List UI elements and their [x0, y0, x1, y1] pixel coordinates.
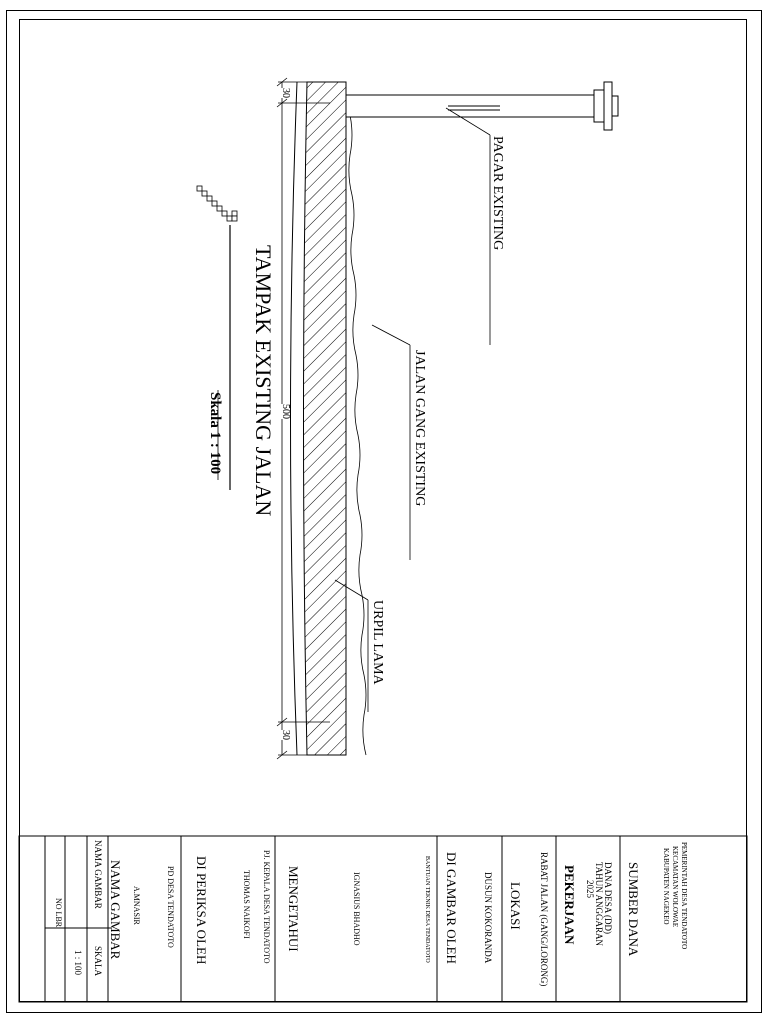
drawing-title: TAMPAK EXISTING JALAN: [251, 245, 276, 517]
funding-line-3: 2025: [585, 880, 595, 898]
dim-bottom-value: 30: [280, 730, 291, 740]
scale-value: 1 : 100: [73, 950, 83, 976]
sheet-number-label: NO LBR: [54, 898, 63, 928]
dim-middle-value: 500: [280, 404, 291, 419]
scale-header: SKALA: [93, 946, 103, 977]
funding-line-1: DANA DESA (DD): [603, 862, 613, 934]
callout-pagar-existing: PAGAR EXISTING: [490, 136, 505, 251]
drawn-by-header: DI GAMBAR OLEH: [444, 852, 459, 964]
checked-by-role: PD DESA TENDATOTO: [166, 866, 175, 948]
approved-header: MENGETAHUI: [286, 866, 301, 952]
owner-line-3: KABUPATEN NAGEKEO: [662, 848, 670, 925]
funding-header: SUMBER DANA: [626, 862, 641, 957]
checked-header: DI PERIKSA OLEH: [194, 856, 209, 965]
approved-by-role: PJ. KEPALA DESA TENDATOTO: [262, 850, 271, 964]
drawn-by-org: BANTUAN TEKNIK DESA TENDATOTO: [424, 856, 430, 963]
owner-line-2: KECAMATAN WOLOWAE: [671, 846, 679, 928]
funding-line-2: TAHUN ANGGARAN: [594, 862, 604, 947]
road-section-hatch: [304, 82, 347, 755]
drawn-by-name: IGNASIUS BHADHO: [352, 872, 361, 946]
approved-by-name: THOMAS NAIKOFI: [242, 870, 251, 939]
road-curved-edge: [291, 82, 298, 755]
location-header: LOKASI: [508, 882, 523, 930]
fence-existing: [346, 82, 618, 130]
existing-ground-line: [349, 115, 366, 755]
callout-jalan-gang-existing: JALAN GANG EXISTING: [412, 350, 427, 507]
work-header: PEKERJAAN: [562, 865, 577, 945]
drawing-scale-label: Skala 1 : 100: [207, 392, 223, 475]
owner-line-1: PEMERINTAH DESA TENDATOTO: [680, 842, 688, 950]
work-value: RABAT JALAN (GANG/LORONG): [539, 852, 549, 987]
dim-top-value: 30: [280, 88, 291, 98]
location-value: DUSUN KOKORANDA: [483, 872, 493, 964]
stair-symbol: [197, 186, 237, 221]
checked-by-name: A.MNASIR: [132, 886, 141, 925]
callout-urpil-lama: URPIL LAMA: [370, 600, 385, 685]
drawing-name-header: NAMA GAMBAR: [108, 860, 123, 960]
drawing-name-label: NAMA GAMBAR: [93, 840, 103, 909]
